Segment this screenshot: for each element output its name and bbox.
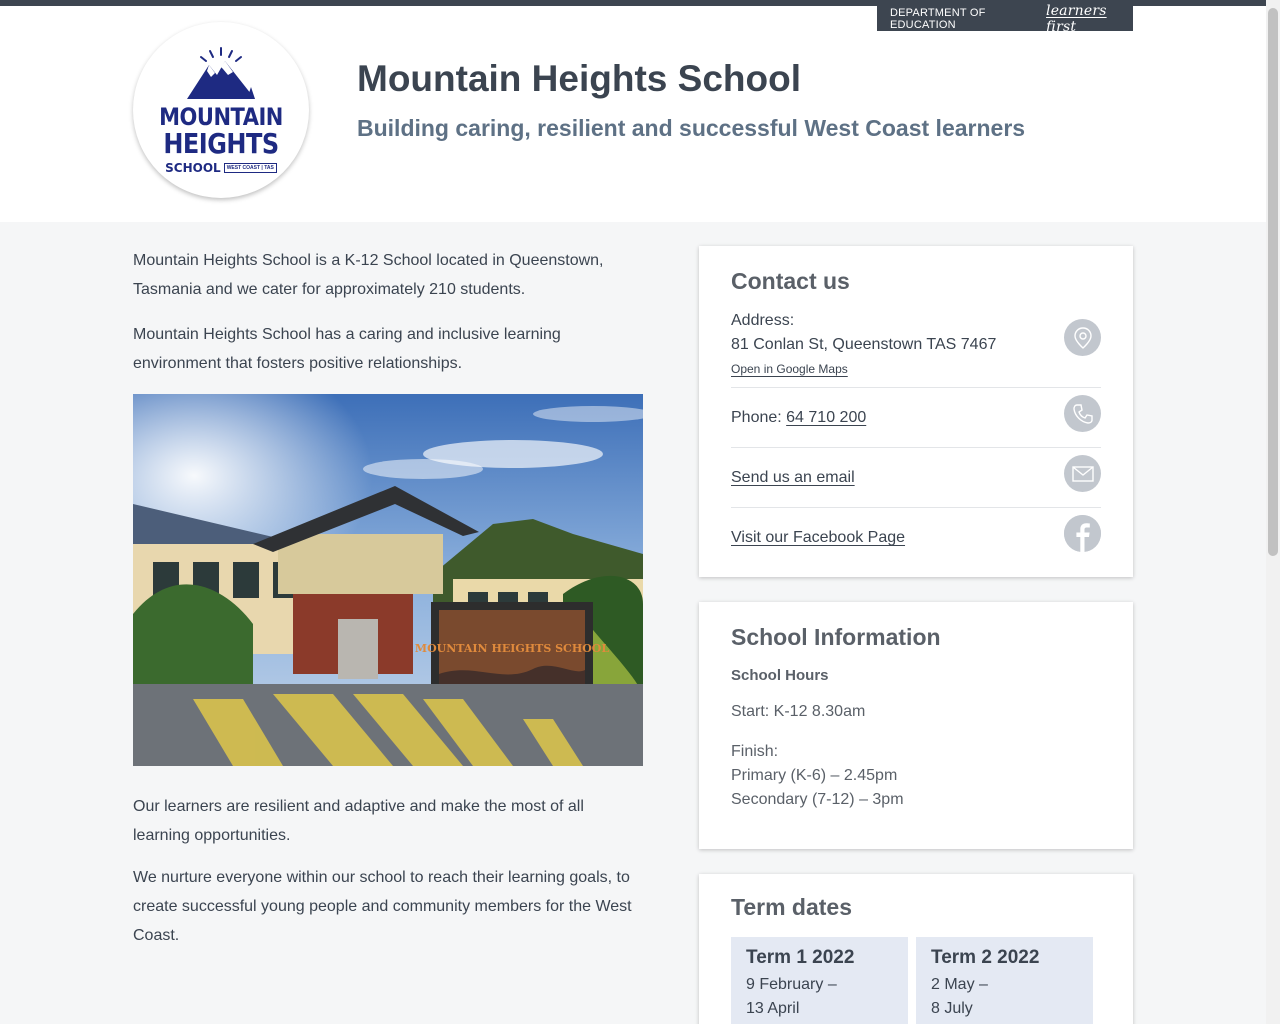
google-maps-link[interactable]: Open in Google Maps [731, 362, 848, 376]
school-info-card [699, 602, 1133, 849]
term-item [916, 937, 1093, 1024]
contact-address-row [731, 309, 1101, 388]
school-info-title: School Information [731, 624, 941, 650]
photo-sign-text: MOUNTAIN HEIGHTS SCHOOL [414, 642, 610, 655]
phone-icon [1064, 395, 1101, 432]
finish-primary: Primary (K-6) – 2.45pm [731, 767, 898, 784]
address-value: 81 Conlan St, Queenstown TAS 7467 [731, 336, 997, 353]
logo-line-1: MOUNTAIN [159, 103, 283, 131]
logo-line-2: HEIGHTS [163, 127, 279, 161]
school-photo [133, 394, 643, 766]
phone-label: Phone: [731, 409, 787, 426]
intro-paragraph: Mountain Heights School is a K-12 School located in Queenstown, Tasmania and we cater for approximately 210 students. [133, 252, 604, 298]
term-end: 8 July [931, 1000, 973, 1017]
department-tagline: learners first [1046, 2, 1107, 35]
school-logo[interactable] [133, 22, 309, 198]
term-start: 2 May – [931, 976, 988, 993]
logo-school-word: SCHOOL [165, 161, 221, 175]
department-label: DEPARTMENT OF EDUCATION [890, 6, 986, 31]
email-link[interactable]: Send us an email [731, 469, 855, 486]
term-dates-title: Term dates [731, 894, 853, 920]
term-item [731, 937, 908, 1024]
logo-badge: WEST COAST | TAS [224, 163, 277, 173]
start-time: Start: K-12 8.30am [731, 703, 866, 720]
contact-card [699, 246, 1133, 577]
mountain-logo-icon [181, 45, 261, 101]
facebook-icon [1064, 515, 1101, 552]
term-name: Term 2 2022 [931, 947, 1040, 968]
page-title: Mountain Heights School [357, 58, 801, 99]
finish-label: Finish: [731, 743, 779, 760]
facebook-link[interactable]: Visit our Facebook Page [731, 529, 906, 546]
address-label: Address: [731, 312, 795, 329]
learners-paragraph: Our learners are resilient and adaptive and make the most of all learning opportunities. [133, 798, 584, 844]
scrollbar-thumb[interactable] [1268, 8, 1278, 556]
location-pin-icon [1064, 319, 1101, 356]
nurture-paragraph: We nurture everyone within our school to reach their learning goals, to create successful young people and community members for the West Coast. [133, 869, 632, 944]
finish-secondary: Secondary (7-12) – 3pm [731, 791, 904, 808]
phone-link[interactable]: 64 710 200 [786, 409, 867, 426]
term-name: Term 1 2022 [746, 947, 855, 968]
page-tagline: Building caring, resilient and successful West Coast learners [357, 115, 1026, 141]
contact-email-row [731, 448, 1101, 508]
department-badge[interactable] [877, 2, 1133, 35]
contact-facebook-row [731, 508, 1101, 568]
term-end: 13 April [746, 1000, 800, 1017]
environment-paragraph: Mountain Heights School has a caring and inclusive learning environment that fosters positive relationships. [133, 326, 561, 372]
term-grid [731, 937, 1101, 1024]
term-dates-card [699, 874, 1133, 1024]
contact-phone-row [731, 388, 1101, 448]
logo-line-3 [165, 161, 277, 175]
contact-title: Contact us [731, 268, 850, 294]
school-hours-label: School Hours [731, 667, 829, 684]
envelope-icon [1064, 455, 1101, 492]
term-start: 9 February – [746, 976, 837, 993]
site-header [0, 6, 1266, 222]
